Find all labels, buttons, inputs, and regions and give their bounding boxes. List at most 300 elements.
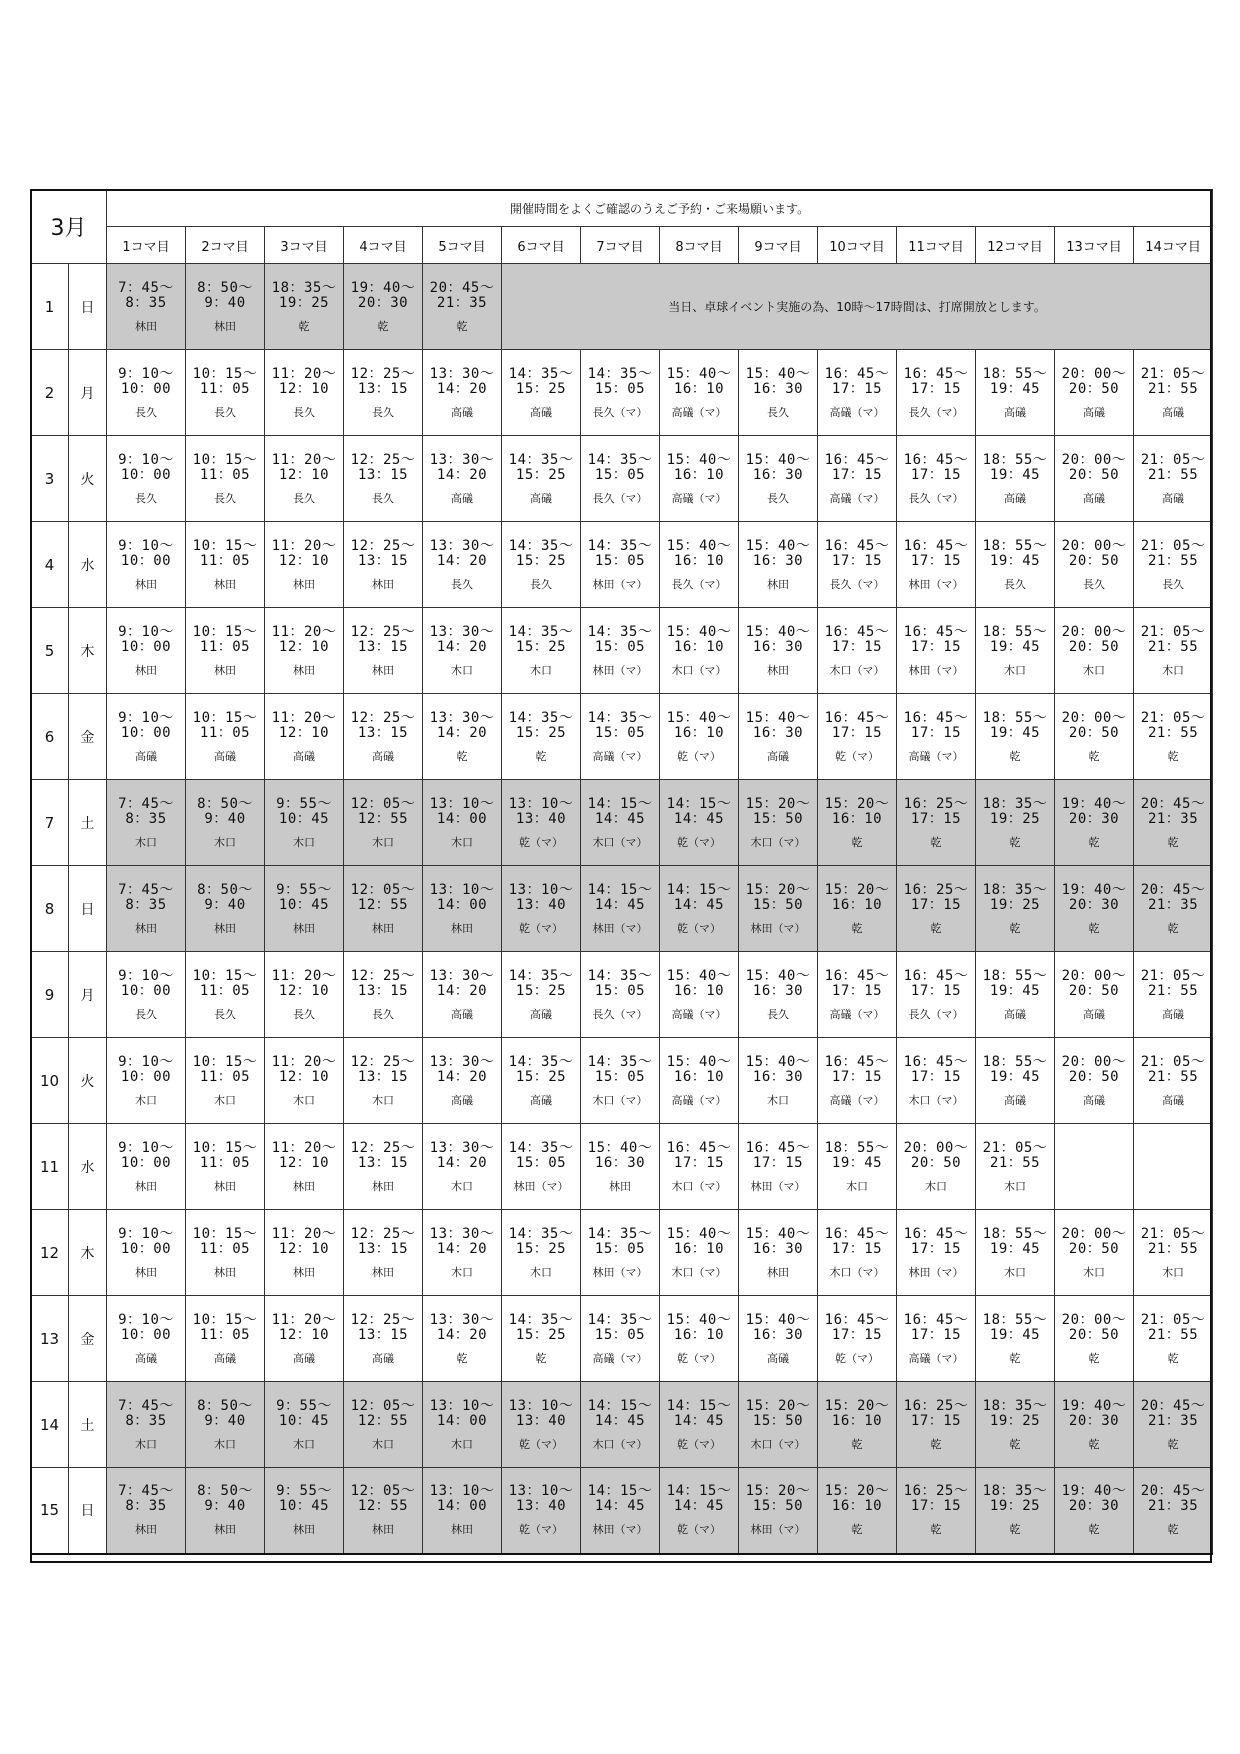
slot-instructor: 乾	[1009, 835, 1021, 849]
slot-instructor: 高礒	[451, 405, 473, 419]
slot-cell	[818, 1038, 897, 1124]
koma-header: 7コマ目	[581, 227, 660, 264]
slot-end: 14：20	[436, 466, 488, 483]
slot-cell	[265, 780, 344, 866]
slot-cell	[660, 1382, 739, 1468]
slot-cell	[897, 1382, 976, 1468]
slot-cell	[1055, 694, 1134, 780]
slot-start: 18：35～	[982, 881, 1048, 898]
slot-start: 13：30～	[429, 451, 495, 468]
slot-cell	[581, 1468, 660, 1554]
slot-cell	[1055, 952, 1134, 1038]
slot-instructor: 高礒	[293, 749, 315, 763]
slot-start: 9：10～	[118, 709, 174, 726]
slot-cell	[423, 436, 502, 522]
slot-start: 19：40～	[1061, 1483, 1127, 1500]
slot-end: 15：25	[515, 466, 567, 483]
slot-instructor: 林田	[293, 1523, 315, 1537]
slot-start: 18：55～	[824, 1139, 890, 1156]
slot-end: 13：15	[357, 1154, 409, 1171]
slot-end: 10：00	[120, 982, 172, 999]
slot-instructor: 木口	[1004, 1265, 1026, 1279]
slot-start: 7：45～	[118, 1397, 174, 1414]
slot-cell	[818, 866, 897, 952]
slot-end: 21：55	[1147, 552, 1199, 569]
slot-cell	[660, 608, 739, 694]
slot-instructor: 木口	[1083, 1265, 1105, 1279]
slot-instructor: 高礒（マ）	[829, 1007, 885, 1021]
slot-end: 9：40	[204, 810, 246, 827]
slot-start: 12：25～	[350, 709, 416, 726]
slot-start: 12：25～	[350, 623, 416, 640]
slot-cell	[186, 780, 265, 866]
slot-start: 8：50～	[197, 881, 253, 898]
slot-cell	[897, 1124, 976, 1210]
slot-cell	[502, 866, 581, 952]
slot-start: 9：55～	[276, 881, 332, 898]
slot-cell	[186, 436, 265, 522]
slot-end: 21：35	[1147, 1412, 1199, 1429]
slot-cell	[265, 350, 344, 436]
slot-cell	[976, 1038, 1055, 1124]
slot-start: 13：10～	[429, 1397, 495, 1414]
slot-end: 14：45	[673, 1412, 725, 1429]
slot-instructor: 乾（マ）	[677, 1351, 721, 1365]
slot-cell	[423, 1124, 502, 1210]
slot-end: 20：50	[1068, 466, 1120, 483]
slot-instructor: 高礒	[530, 405, 552, 419]
slot-start: 15：40～	[587, 1139, 653, 1156]
slot-cell	[265, 1296, 344, 1382]
slot-cell	[660, 952, 739, 1038]
slot-start: 16：25～	[903, 1483, 969, 1500]
slot-instructor: 乾	[1088, 835, 1100, 849]
slot-instructor: 林田（マ）	[592, 1523, 648, 1537]
slot-end: 17：15	[831, 638, 883, 655]
day-number: 10	[31, 1038, 69, 1124]
slot-instructor: 木口（マ）	[908, 1093, 964, 1107]
slot-instructor: 高礒	[451, 1007, 473, 1021]
slot-start: 16：45～	[903, 1225, 969, 1242]
slot-instructor: 乾（マ）	[677, 1523, 721, 1537]
slot-start: 20：00～	[1061, 709, 1127, 726]
weekday: 火	[69, 436, 107, 522]
slot-instructor: 乾	[851, 835, 863, 849]
slot-instructor: 林田	[372, 921, 394, 935]
weekday: 土	[69, 1382, 107, 1468]
schedule-body	[31, 190, 1213, 1554]
slot-instructor: 長久	[767, 1007, 789, 1021]
slot-cell	[423, 1296, 502, 1382]
slot-instructor: 乾	[930, 1523, 942, 1537]
day-number: 9	[31, 952, 69, 1038]
slot-start: 19：40～	[1061, 1397, 1127, 1414]
slot-cell	[344, 780, 423, 866]
slot-instructor: 高礒	[767, 1351, 789, 1365]
slot-start: 10：15～	[192, 451, 258, 468]
slot-start: 15：40～	[745, 537, 811, 554]
slot-end: 14：45	[594, 1498, 646, 1515]
slot-instructor: 長久	[293, 405, 315, 419]
slot-end: 19：45	[989, 1068, 1041, 1085]
slot-instructor: 林田	[372, 663, 394, 677]
slot-end: 15：25	[515, 380, 567, 397]
slot-instructor: 乾	[1167, 835, 1179, 849]
slot-end: 16：10	[673, 1068, 725, 1085]
slot-start: 16：45～	[824, 451, 890, 468]
day-number: 12	[31, 1210, 69, 1296]
slot-start: 14：35～	[587, 967, 653, 984]
slot-start: 11：20～	[271, 537, 337, 554]
slot-end: 15：05	[515, 1154, 567, 1171]
slot-instructor: 長久	[135, 405, 157, 419]
slot-instructor: 林田（マ）	[750, 921, 806, 935]
slot-instructor: 高礒	[1004, 491, 1026, 505]
slot-end: 20：50	[1068, 638, 1120, 655]
slot-end: 17：15	[910, 552, 962, 569]
slot-cell	[976, 436, 1055, 522]
slot-cell	[1134, 866, 1213, 952]
slot-end: 14：45	[594, 810, 646, 827]
slot-instructor: 長久（マ）	[592, 405, 648, 419]
slot-end: 10：00	[120, 552, 172, 569]
slot-instructor: 高礒	[135, 749, 157, 763]
slot-end: 16：30	[752, 638, 804, 655]
slot-cell	[107, 522, 186, 608]
slot-cell	[1134, 436, 1213, 522]
slot-start: 18：55～	[982, 1311, 1048, 1328]
slot-instructor: 乾	[1088, 749, 1100, 763]
slot-end: 15：25	[515, 638, 567, 655]
slot-end: 19：45	[831, 1154, 883, 1171]
slot-end: 21：55	[1147, 638, 1199, 655]
slot-start: 16：45～	[903, 623, 969, 640]
weekday: 金	[69, 1296, 107, 1382]
slot-end: 21：55	[1147, 1240, 1199, 1257]
slot-end: 12：10	[278, 724, 330, 741]
slot-instructor: 高礒	[1083, 1007, 1105, 1021]
slot-instructor: 長久	[1162, 577, 1185, 591]
slot-instructor: 長久	[530, 577, 552, 591]
slot-cell	[423, 1038, 502, 1124]
slot-start: 16：45～	[824, 1225, 890, 1242]
slot-end: 21：35	[1147, 1498, 1199, 1515]
slot-instructor: 乾	[1009, 1437, 1021, 1451]
slot-cell	[1134, 350, 1213, 436]
slot-start: 14：35～	[508, 1311, 574, 1328]
slot-start: 21：05～	[1140, 451, 1206, 468]
slot-instructor: 乾（マ）	[519, 1437, 563, 1451]
slot-end: 14：45	[673, 1498, 725, 1515]
slot-start: 21：05～	[1140, 623, 1206, 640]
slot-end: 15：05	[594, 1240, 646, 1257]
slot-start: 20：00～	[1061, 365, 1127, 382]
slot-cell	[423, 1210, 502, 1296]
slot-end: 14：20	[436, 1068, 488, 1085]
slot-start: 12：25～	[350, 537, 416, 554]
slot-cell	[739, 522, 818, 608]
slot-instructor: 高礒（マ）	[829, 405, 885, 419]
slot-instructor: 高礒	[1083, 405, 1105, 419]
slot-start: 14：15～	[587, 1397, 653, 1414]
slot-instructor: 木口	[451, 1265, 473, 1279]
slot-cell	[581, 1210, 660, 1296]
slot-cell	[423, 952, 502, 1038]
slot-start: 20：00～	[1061, 1311, 1127, 1328]
slot-cell	[265, 608, 344, 694]
slot-cell	[897, 780, 976, 866]
slot-instructor: 乾（マ）	[677, 1437, 721, 1451]
slot-instructor: 木口	[925, 1179, 947, 1193]
slot-start: 18：35～	[271, 279, 337, 296]
slot-end: 15：25	[515, 982, 567, 999]
slot-start: 10：15～	[192, 1225, 258, 1242]
slot-start: 14：35～	[587, 1225, 653, 1242]
slot-instructor: 高礒	[530, 491, 552, 505]
slot-end: 16：10	[673, 1326, 725, 1343]
day-number: 3	[31, 436, 69, 522]
slot-cell	[976, 780, 1055, 866]
slot-end: 10：00	[120, 466, 172, 483]
slot-cell	[423, 1382, 502, 1468]
slot-start: 13：30～	[429, 1225, 495, 1242]
slot-start: 12：05～	[350, 1397, 416, 1414]
slot-cell	[107, 1210, 186, 1296]
slot-instructor: 林田	[214, 663, 236, 677]
slot-instructor: 長久	[451, 577, 473, 591]
slot-start: 10：15～	[192, 967, 258, 984]
slot-start: 19：40～	[1061, 881, 1127, 898]
slot-cell	[265, 952, 344, 1038]
slot-cell	[897, 1468, 976, 1554]
slot-start: 7：45～	[118, 1483, 174, 1500]
day-row	[31, 436, 1213, 522]
slot-instructor: 乾	[456, 319, 468, 333]
slot-start: 18：55～	[982, 451, 1048, 468]
slot-instructor: 林田	[293, 921, 315, 935]
slot-instructor: 乾（マ）	[519, 921, 563, 935]
slot-instructor: 乾	[377, 319, 389, 333]
slot-cell	[186, 608, 265, 694]
slot-end: 19：45	[989, 724, 1041, 741]
slot-cell	[502, 350, 581, 436]
slot-end: 14：20	[436, 982, 488, 999]
slot-instructor: 高礒	[1004, 1093, 1026, 1107]
slot-start: 13：30～	[429, 1311, 495, 1328]
slot-start: 15：40～	[666, 365, 732, 382]
day-number: 8	[31, 866, 69, 952]
slot-cell	[818, 350, 897, 436]
slot-start: 20：00～	[1061, 451, 1127, 468]
slot-cell	[344, 264, 423, 350]
slot-cell	[897, 522, 976, 608]
slot-start: 16：45～	[903, 1053, 969, 1070]
slot-instructor: 乾	[535, 749, 547, 763]
slot-end: 14：45	[673, 896, 725, 913]
slot-end: 12：55	[357, 896, 409, 913]
slot-end: 19：45	[989, 552, 1041, 569]
day-row	[31, 780, 1213, 866]
slot-cell	[107, 264, 186, 350]
slot-end: 13：15	[357, 982, 409, 999]
slot-end: 13：40	[515, 896, 567, 913]
slot-instructor: 乾	[1009, 1351, 1021, 1365]
slot-instructor: 林田	[767, 1265, 789, 1279]
koma-header: 1コマ目	[107, 227, 186, 264]
slot-cell	[423, 866, 502, 952]
slot-start: 8：50～	[197, 795, 253, 812]
slot-start: 14：35～	[508, 1139, 574, 1156]
day-number: 13	[31, 1296, 69, 1382]
slot-end: 21：55	[1147, 724, 1199, 741]
day-number: 15	[31, 1468, 69, 1554]
slot-start: 13：30～	[429, 1053, 495, 1070]
slot-instructor: 高礒（マ）	[671, 405, 727, 419]
day-row	[31, 264, 1213, 350]
slot-instructor: 乾	[1088, 1351, 1100, 1365]
slot-end: 14：45	[673, 810, 725, 827]
slot-cell	[976, 866, 1055, 952]
slot-cell	[186, 264, 265, 350]
slot-cell	[107, 1296, 186, 1382]
slot-cell	[1134, 1038, 1213, 1124]
slot-end: 19：25	[989, 896, 1041, 913]
slot-end: 17：15	[910, 380, 962, 397]
slot-end: 13：40	[515, 1412, 567, 1429]
slot-instructor: 林田	[135, 1179, 157, 1193]
slot-instructor: 高礒	[1083, 1093, 1105, 1107]
slot-end: 10：00	[120, 638, 172, 655]
slot-instructor: 乾（マ）	[835, 749, 879, 763]
slot-end: 16：10	[673, 982, 725, 999]
slot-instructor: 高礒	[214, 749, 236, 763]
slot-end: 15：25	[515, 1068, 567, 1085]
slot-cell	[1134, 1382, 1213, 1468]
slot-cell	[423, 264, 502, 350]
slot-instructor: 木口	[135, 835, 157, 849]
slot-start: 16：45～	[824, 537, 890, 554]
slot-cell	[739, 1038, 818, 1124]
slot-start: 10：15～	[192, 1311, 258, 1328]
slot-cell	[344, 1210, 423, 1296]
slot-instructor: 高礒	[293, 1351, 315, 1365]
koma-header: 3コマ目	[265, 227, 344, 264]
slot-start: 10：15～	[192, 1139, 258, 1156]
slot-end: 12：55	[357, 1498, 409, 1515]
slot-start: 16：25～	[903, 1397, 969, 1414]
slot-start: 9：10～	[118, 1053, 174, 1070]
slot-instructor: 木口	[846, 1179, 868, 1193]
slot-cell	[581, 350, 660, 436]
slot-instructor: 木口	[451, 1179, 473, 1193]
koma-header: 10コマ目	[818, 227, 897, 264]
slot-instructor: 乾	[1088, 1437, 1100, 1451]
slot-end: 12：10	[278, 982, 330, 999]
slot-start: 14：35～	[508, 537, 574, 554]
koma-header: 14コマ目	[1134, 227, 1213, 264]
slot-cell	[186, 694, 265, 780]
slot-end: 10：45	[278, 1412, 330, 1429]
koma-header: 5コマ目	[423, 227, 502, 264]
slot-end: 12：10	[278, 466, 330, 483]
slot-end: 14：20	[436, 1326, 488, 1343]
weekday: 月	[69, 350, 107, 436]
slot-instructor: 林田	[214, 1523, 236, 1537]
slot-end: 17：15	[910, 1412, 962, 1429]
slot-cell	[581, 1382, 660, 1468]
slot-start: 14：35～	[508, 1053, 574, 1070]
slot-start: 12：25～	[350, 967, 416, 984]
slot-cell	[1134, 522, 1213, 608]
slot-end: 20：50	[1068, 982, 1120, 999]
slot-cell	[344, 1382, 423, 1468]
slot-instructor: 林田	[135, 1523, 157, 1537]
slot-start: 8：50～	[197, 279, 253, 296]
slot-start: 15：40～	[745, 1311, 811, 1328]
slot-end: 15：05	[594, 380, 646, 397]
slot-instructor: 木口	[372, 835, 394, 849]
slot-start: 18：35～	[982, 1397, 1048, 1414]
slot-end: 15：25	[515, 552, 567, 569]
slot-start: 15：40～	[666, 967, 732, 984]
slot-end: 17：15	[752, 1154, 804, 1171]
slot-start: 8：50～	[197, 1483, 253, 1500]
slot-start: 14：15～	[587, 1483, 653, 1500]
day-row	[31, 1124, 1213, 1210]
slot-end: 9：40	[204, 294, 246, 311]
koma-header: 12コマ目	[976, 227, 1055, 264]
slot-start: 9：10～	[118, 967, 174, 984]
slot-cell	[897, 952, 976, 1038]
slot-start: 11：20～	[271, 967, 337, 984]
slot-instructor: 木口	[372, 1437, 394, 1451]
day-row	[31, 866, 1213, 952]
slot-instructor: 乾	[456, 1351, 468, 1365]
slot-cell	[739, 1210, 818, 1296]
slot-end: 17：15	[831, 724, 883, 741]
slot-cell	[107, 866, 186, 952]
slot-instructor: 乾（マ）	[677, 835, 721, 849]
slot-instructor: 乾（マ）	[835, 1351, 879, 1365]
slot-end: 17：15	[831, 466, 883, 483]
slot-cell	[976, 694, 1055, 780]
slot-start: 9：10～	[118, 1139, 174, 1156]
slot-start: 15：40～	[666, 537, 732, 554]
slot-cell	[344, 1124, 423, 1210]
slot-cell	[660, 1038, 739, 1124]
slot-start: 12：25～	[350, 365, 416, 382]
slot-end: 15：05	[594, 982, 646, 999]
slot-cell	[897, 608, 976, 694]
slot-cell	[107, 608, 186, 694]
slot-end: 13：40	[515, 1498, 567, 1515]
slot-cell	[739, 1382, 818, 1468]
slot-cell	[739, 952, 818, 1038]
slot-instructor: 長久（マ）	[908, 491, 964, 505]
slot-instructor: 木口（マ）	[592, 1093, 648, 1107]
weekday: 日	[69, 866, 107, 952]
slot-instructor: 長久（マ）	[908, 1007, 964, 1021]
slot-start: 16：45～	[824, 1311, 890, 1328]
slot-instructor: 高礒（マ）	[592, 1351, 648, 1365]
slot-cell	[739, 1296, 818, 1382]
slot-start: 12：25～	[350, 1139, 416, 1156]
day-notice: 当日、卓球イベント実施の為、10時～17時間は、打席開放とします。	[502, 264, 1213, 350]
slot-start: 11：20～	[271, 1139, 337, 1156]
slot-cell	[660, 780, 739, 866]
slot-cell	[502, 1382, 581, 1468]
slot-start: 13：30～	[429, 537, 495, 554]
